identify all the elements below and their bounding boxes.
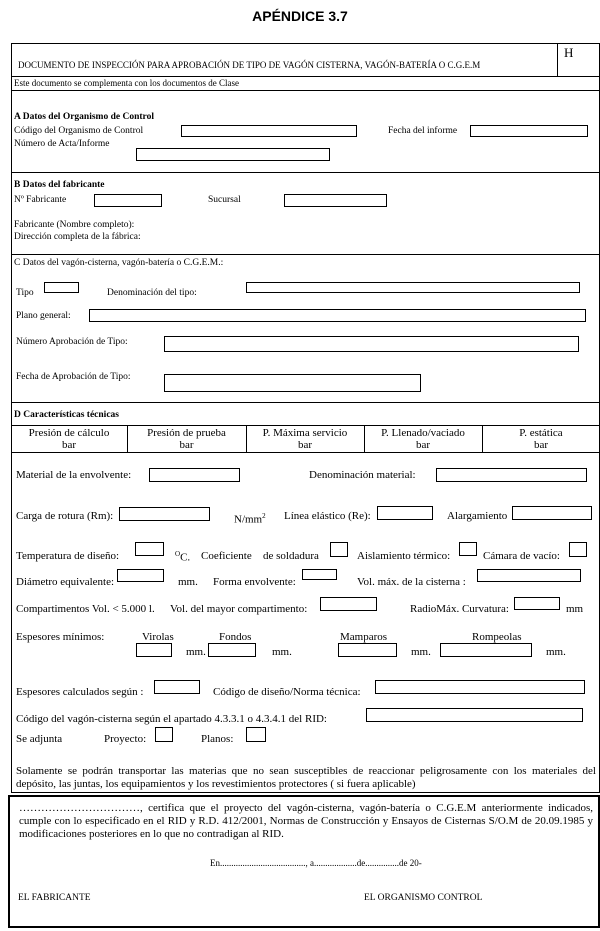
plans-field[interactable]	[246, 727, 266, 742]
ferrules-field[interactable]	[136, 643, 172, 657]
bulkheads-field[interactable]	[338, 643, 397, 657]
bottoms-unit: mm.	[272, 646, 292, 658]
rid-code-label: Código del vagón-cisterna según el apartado 4.3.3.1 o 4.3.4.1 del RID:	[16, 713, 327, 725]
max-volume-label: Vol. máx. de la cisterna :	[357, 576, 466, 588]
pressure-header-test-label: Presión de prueba	[147, 427, 226, 439]
general-plan-field[interactable]	[89, 309, 586, 322]
form-title: DOCUMENTO DE INSPECCIÓN PARA APROBACIÓN DE TIPO DE VAGÓN CISTERNA, VAGÓN-BATERÍA O C.G.E.M	[18, 60, 481, 70]
rupture-unit-sup: 2	[262, 512, 266, 520]
control-body-signature-label: EL ORGANISMO CONTROL	[364, 893, 483, 903]
section-c-title: C Datos del vagón-cisterna, vagón-batería o C.G.E.M.:	[14, 258, 224, 268]
pressure-header-filling	[364, 427, 482, 451]
temp-unit	[175, 548, 190, 565]
rupture-field[interactable]	[119, 507, 210, 521]
branch-label: Sucursal	[208, 195, 241, 205]
elongation-field[interactable]	[512, 506, 592, 520]
design-code-label: Código de diseño/Norma técnica:	[213, 686, 361, 698]
section-d-title: D Características técnicas	[14, 410, 119, 420]
branch-field[interactable]	[284, 194, 387, 207]
section-a-title: A Datos del Organismo de Control	[14, 112, 154, 122]
weld-coef-field[interactable]	[330, 542, 348, 557]
bulkheads-unit: mm.	[411, 646, 431, 658]
breakwaters-unit: mm.	[546, 646, 566, 658]
compartments-label: Compartimentos Vol. < 5.000 l.	[16, 603, 155, 615]
design-code-field[interactable]	[375, 680, 585, 694]
pressure-header-static-label: P. estática	[519, 427, 563, 439]
diameter-label: Diámetro equivalente:	[16, 576, 115, 588]
manufacturer-name-label: Fabricante (Nombre completo):	[14, 220, 135, 230]
place-date-line: En......................................, a...................de...............de 20-	[210, 858, 422, 868]
pressure-header-max-service	[246, 427, 364, 451]
insulation-label: Aislamiento térmico:	[357, 550, 451, 562]
pressure-header-filling-label: P. Llenado/vaciado	[381, 427, 465, 439]
pressure-header-calc-label: Presión de cálculo	[28, 427, 110, 439]
title-divider	[11, 76, 600, 77]
radius-field[interactable]	[514, 597, 560, 610]
largest-compartment-label: Vol. del mayor compartimento:	[170, 603, 308, 615]
form-note: Este documento se complementa con los documentos de Clase	[14, 78, 239, 88]
certification-text: ……………………………, certifica que el proyecto del vagón-cisterna, vagón-batería o C.G.E.M anteriormente indicados, cumple con lo especificado en el RID y R.D. 412/2001, Normas de Construcción y Ensayos de Cisternas S/O.M de 20.09.1985 y modificaciones posteriores en lo que no contradigan al RID.	[19, 802, 593, 840]
largest-compartment-field[interactable]	[320, 597, 377, 611]
material-field[interactable]	[149, 468, 240, 482]
rupture-unit	[234, 510, 266, 527]
thickness-label: Espesores mínimos:	[16, 631, 105, 643]
elastic-label: Línea elástico (Re):	[284, 510, 371, 522]
radius-label: RadioMáx. Curvatura:	[410, 603, 509, 615]
design-temp-label: Temperatura de diseño:	[16, 550, 120, 562]
bulkheads-label: Mamparos	[340, 631, 388, 643]
elastic-field[interactable]	[377, 506, 433, 520]
type-denomination-label: Denominación del tipo:	[107, 288, 197, 298]
org-code-label: Código del Organismo de Control	[14, 126, 144, 136]
insulation-field[interactable]	[459, 542, 477, 556]
type-field[interactable]	[44, 282, 79, 293]
pressure-header-calc-unit: bar	[61, 439, 77, 451]
rupture-label: Carga de rotura (Rm):	[16, 510, 114, 522]
calc-field[interactable]	[154, 680, 200, 694]
material-label: Material de la envolvente:	[16, 469, 132, 481]
diameter-field[interactable]	[117, 569, 164, 582]
temp-unit-text: C.	[180, 551, 191, 564]
approval-date-label: Fecha de Aprobación de Tipo:	[16, 372, 131, 382]
material-name-label: Denominación material:	[309, 469, 416, 481]
general-plan-label: Plano general:	[16, 311, 71, 321]
rupture-unit-text: N/mm	[234, 513, 263, 526]
form-code: H	[564, 45, 574, 60]
temp-unit-sup: O	[175, 550, 181, 558]
report-date-field[interactable]	[470, 125, 588, 137]
report-date-label: Fecha del informe	[388, 126, 458, 136]
pressure-header-max-service-unit: bar	[297, 439, 313, 451]
material-name-field[interactable]	[436, 468, 587, 482]
max-volume-field[interactable]	[477, 569, 581, 582]
design-temp-field[interactable]	[135, 542, 164, 556]
weld-coef-label-2: de soldadura	[263, 550, 319, 562]
record-number-label: Número de Acta/Informe	[14, 139, 110, 149]
ferrules-unit: mm.	[186, 646, 206, 658]
pressure-header-test-unit: bar	[179, 439, 194, 451]
approval-date-field[interactable]	[164, 374, 421, 392]
pressure-header-filling-unit: bar	[415, 439, 431, 451]
shape-label: Forma envolvente:	[213, 576, 296, 588]
attached-label: Se adjunta	[16, 733, 63, 745]
type-denomination-field[interactable]	[246, 282, 580, 293]
elongation-label: Alargamiento	[447, 510, 508, 522]
bottoms-field[interactable]	[208, 643, 256, 657]
section-a-divider	[11, 172, 600, 173]
breakwaters-field[interactable]	[440, 643, 532, 657]
weld-coef-label: Coeficiente	[201, 550, 252, 562]
pressure-header-test	[127, 427, 246, 451]
pressure-header-calc	[11, 427, 127, 451]
vacuum-label: Cámara de vacío:	[483, 550, 560, 562]
factory-address-label: Dirección completa de la fábrica:	[14, 232, 141, 242]
record-number-field[interactable]	[136, 148, 330, 161]
rid-code-field[interactable]	[366, 708, 583, 722]
shape-field[interactable]	[302, 569, 337, 580]
page-heading: APÉNDICE 3.7	[252, 8, 348, 24]
manufacturer-number-field[interactable]	[94, 194, 162, 207]
pressure-table-top	[11, 425, 600, 426]
pressure-header-static-unit: bar	[533, 439, 549, 451]
note-divider	[11, 90, 600, 91]
section-b-divider	[11, 254, 600, 255]
code-box-divider	[557, 43, 558, 76]
section-c-divider	[11, 402, 600, 403]
approval-number-field[interactable]	[164, 336, 579, 352]
type-label: Tipo	[16, 288, 34, 298]
ferrules-label: Virolas	[142, 631, 174, 643]
pressure-header-max-service-label: P. Máxima servicio	[262, 427, 348, 439]
manufacturer-signature-label: EL FABRICANTE	[18, 893, 91, 903]
plans-label: Planos:	[201, 733, 234, 745]
project-field[interactable]	[155, 727, 173, 742]
section-b-title: B Datos del fabricante	[14, 180, 105, 190]
org-code-field[interactable]	[181, 125, 357, 137]
pressure-table-bottom	[11, 452, 600, 453]
pressure-header-static	[482, 427, 600, 451]
diameter-unit: mm.	[178, 576, 198, 588]
breakwaters-label: Rompeolas	[472, 631, 522, 643]
approval-number-label: Número Aprobación de Tipo:	[16, 337, 128, 347]
bottoms-label: Fondos	[219, 631, 252, 643]
materials-notice: Solamente se podrán transportar las materias que no sean susceptibles de reaccionar peligrosamente con los materiales del depósito, las juntas, los equipamientos y los revestimientos protectores ( si fuera aplicable)	[16, 765, 596, 790]
project-label: Proyecto:	[104, 733, 147, 745]
radius-unit: mm	[566, 603, 584, 615]
calc-label: Espesores calculados según :	[16, 686, 144, 698]
manufacturer-number-label: Nº Fabricante	[14, 195, 67, 205]
vacuum-field[interactable]	[569, 542, 587, 557]
